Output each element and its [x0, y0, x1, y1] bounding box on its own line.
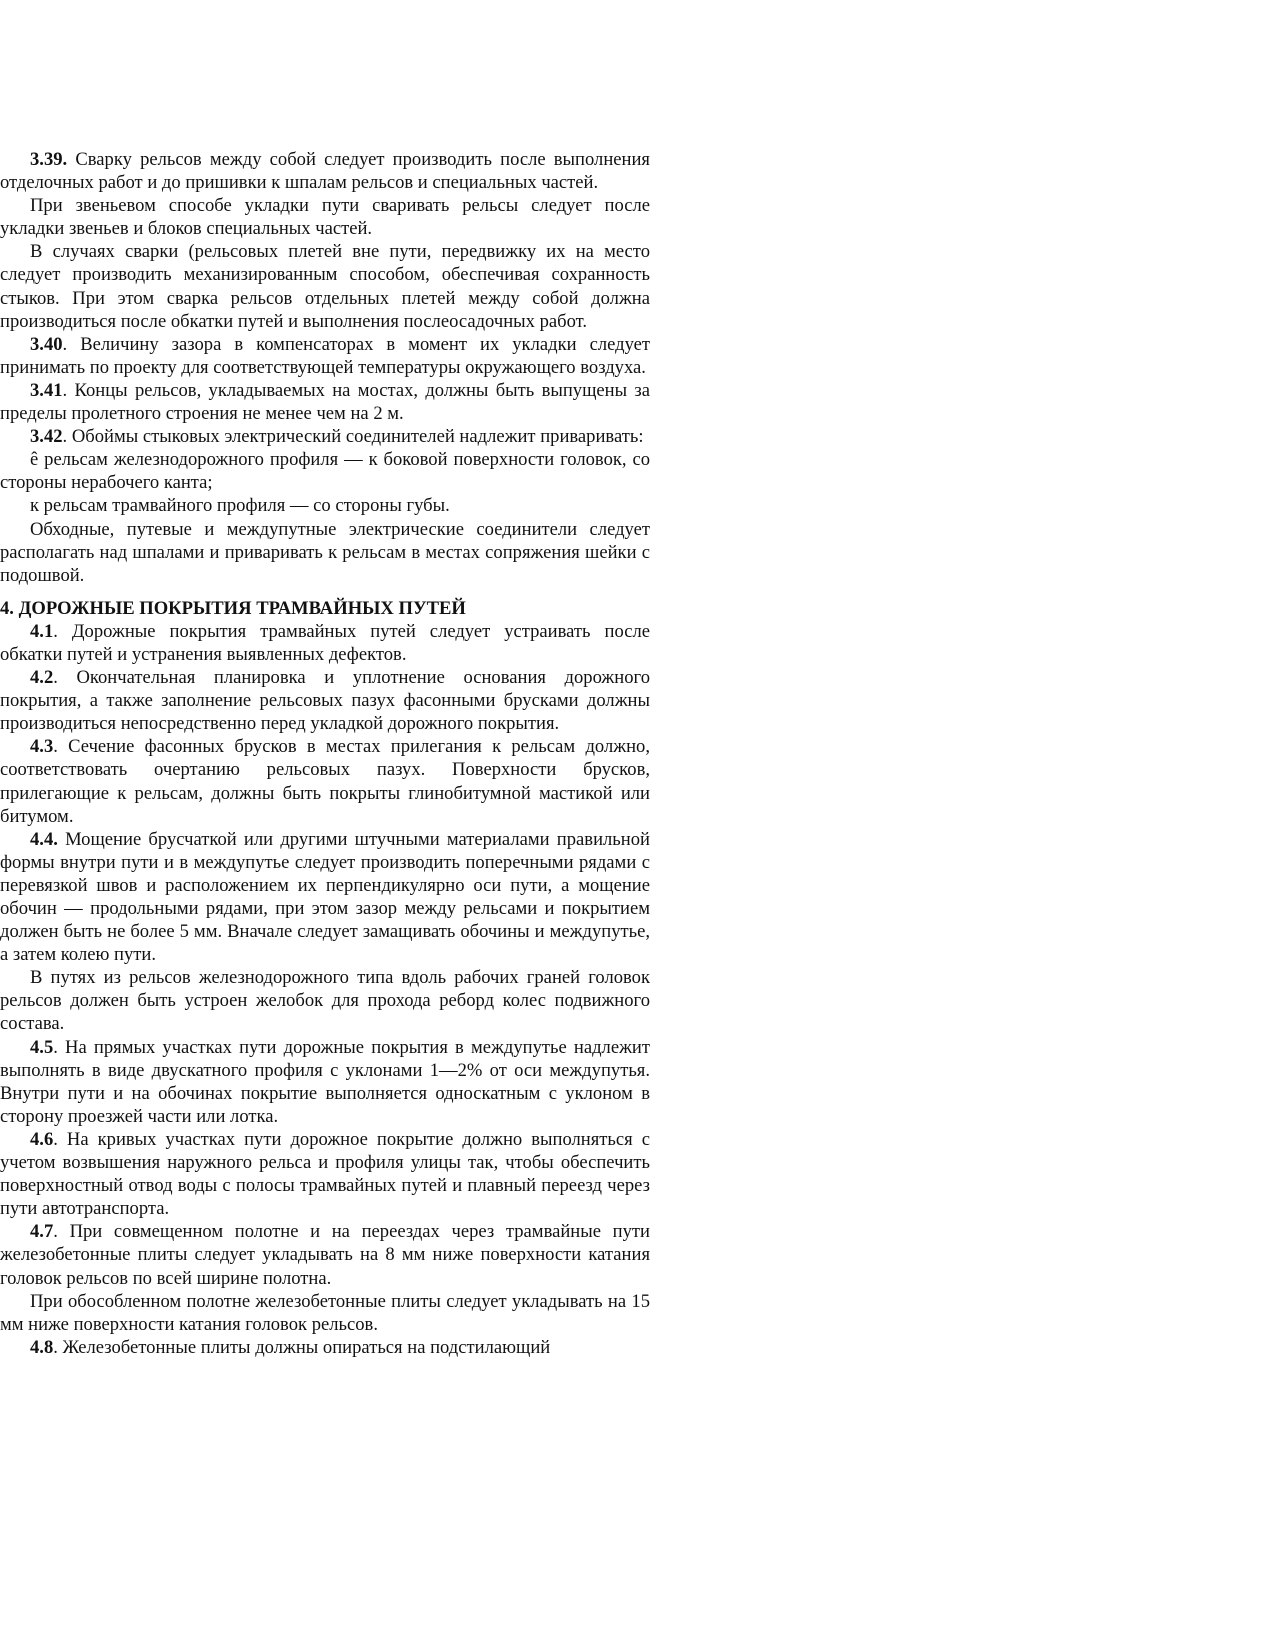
paragraph-3-41 — [0, 379, 650, 425]
clause-number: 4.7 — [30, 1221, 54, 1243]
paragraph-3-39-b — [0, 194, 650, 240]
clause-text: Обходные, путевые и междупутные электрические соединители следует располагать над шпалами и приваривать к рельсам в местах сопряжения шейки с подошвой. — [0, 518, 650, 586]
paragraph-4-8 — [0, 1336, 650, 1359]
clause-text: Сварку рельсов между собой следует производить после выполнения отделочных работ и до пришивки к шпалам рельсов и специальных частей. — [0, 149, 650, 194]
paragraph-3-42-a — [0, 448, 650, 494]
paragraph-4-3 — [0, 735, 650, 827]
clause-text: . Окончательная планировка и уплотнение основания дорожного покрытия, а также заполнение рельсовых пазух фасонными брусками должны производиться непосредственно перед укладкой дорожного покрытия. — [0, 667, 650, 735]
clause-number: 4.8 — [30, 1336, 54, 1358]
paragraph-3-42 — [0, 425, 650, 448]
clause-number: 4.4. — [30, 828, 58, 850]
paragraph-3-40 — [0, 333, 650, 379]
section-heading: 4. ДОРОЖНЫЕ ПОКРЫТИЯ ТРАМВАЙНЫХ ПУТЕЙ — [0, 597, 466, 619]
paragraph-3-39-c — [0, 240, 650, 332]
clause-text: . Сечение фасонных брусков в местах прилегания к рельсам должно, соответствовать очертанию рельсовых пазух. Поверхности брусков, прилегающие к рельсам, должны быть покрыты глинобитумной мастикой или битумом. — [0, 736, 650, 827]
clause-text: . Дорожные покрытия трамвайных путей следует устраивать после обкатки путей и устранения выявленных дефектов. — [0, 620, 650, 665]
paragraph-3-42-b — [0, 494, 650, 517]
paragraph-4-2 — [0, 666, 650, 735]
paragraph-4-4 — [0, 828, 650, 967]
clause-number: 3.40 — [30, 333, 63, 355]
clause-text: При звеньевом способе укладки пути сваривать рельсы следует после укладки звеньев и блоков специальных частей. — [0, 195, 650, 240]
clause-text: При обособленном полотне железобетонные плиты следует укладывать на 15 мм ниже поверхности катания головок рельсов. — [0, 1290, 650, 1335]
clause-text: В случаях сварки (рельсовых плетей вне пути, передвижку их на место следует производить механизированным способом, обеспечивая сохранность стыков. При этом сварка рельсов отдельных плетей между собой должна производиться после обкатки путей и выполнения послеосадочных работ. — [0, 241, 650, 332]
clause-number: 3.42 — [30, 426, 63, 448]
clause-text: . Обоймы стыковых электрический соединителей надлежит приваривать: — [62, 426, 644, 448]
clause-number: 3.41 — [30, 379, 63, 401]
clause-number: 4.2 — [30, 667, 54, 689]
paragraph-4-6 — [0, 1128, 650, 1220]
clause-text: В путях из рельсов железнодорожного типа вдоль рабочих граней головок рельсов должен быть устроен желобок для прохода реборд колес подвижного состава. — [0, 967, 650, 1035]
paragraph-4-4-b — [0, 966, 650, 1035]
clause-text: . Железобетонные плиты должны опираться на подстилающий — [53, 1336, 551, 1358]
clause-text: к рельсам трамвайного профиля — со стороны губы. — [30, 495, 450, 517]
clause-text: . При совмещенном полотне и на переездах через трамвайные пути железобетонные плиты следует укладывать на 8 мм ниже поверхности катания головок рельсов по всей ширине полотна. — [0, 1221, 650, 1289]
paragraph-4-5 — [0, 1036, 650, 1128]
clause-text: Мощение брусчаткой или другими штучными материалами правильной формы внутри пути и в междупутье следует производить поперечными рядами с перевязкой швов и расположением их перпендикулярно оси пути, а мощение обочин — продольными рядами, при этом зазор между рельсами и покрытием должен быть не более 5 мм. Вначале следует замащивать обочины и междупутье, а затем колею пути. — [0, 828, 650, 966]
clause-text: . На прямых участках пути дорожные покрытия в междупутье надлежит выполнять в виде двускатного профиля с уклонами 1—2% от оси междупутья. Внутри пути и на обочинах покрытие выполняется односкатным с уклоном в сторону проезжей части или лотка. — [0, 1036, 650, 1127]
clause-text: . На кривых участках пути дорожное покрытие должно выполняться с учетом возвышения наружного рельса и профиля улицы так, чтобы обеспечить поверхностный отвод воды с полосы трамвайных путей и плавный переезд через пути автотранспорта. — [0, 1128, 650, 1220]
paragraph-3-39 — [0, 148, 650, 194]
paragraph-4-7-b — [0, 1290, 650, 1336]
clause-number: 4.3 — [30, 736, 54, 758]
clause-number: 4.6 — [30, 1128, 54, 1150]
clause-text: . Концы рельсов, укладываемых на мостах, должны быть выпущены за пределы пролетного строения не менее чем на 2 м. — [0, 379, 650, 425]
paragraph-4-1 — [0, 620, 650, 666]
clause-number: 3.39. — [30, 149, 68, 170]
clause-text: . Величину зазора в компенсаторах в момент их укладки следует принимать по проекту для соответствующей температуры окружающего воздуха. — [0, 333, 650, 378]
clause-text: ê рельсам железнодорожного профиля — к боковой поверхности головок, со стороны нерабочего канта; — [0, 449, 650, 494]
paragraph-3-42-c — [0, 518, 650, 587]
document-page — [0, 148, 650, 1359]
clause-number: 4.5 — [30, 1036, 54, 1058]
paragraph-4-7 — [0, 1220, 650, 1289]
clause-number: 4.1 — [30, 620, 54, 642]
